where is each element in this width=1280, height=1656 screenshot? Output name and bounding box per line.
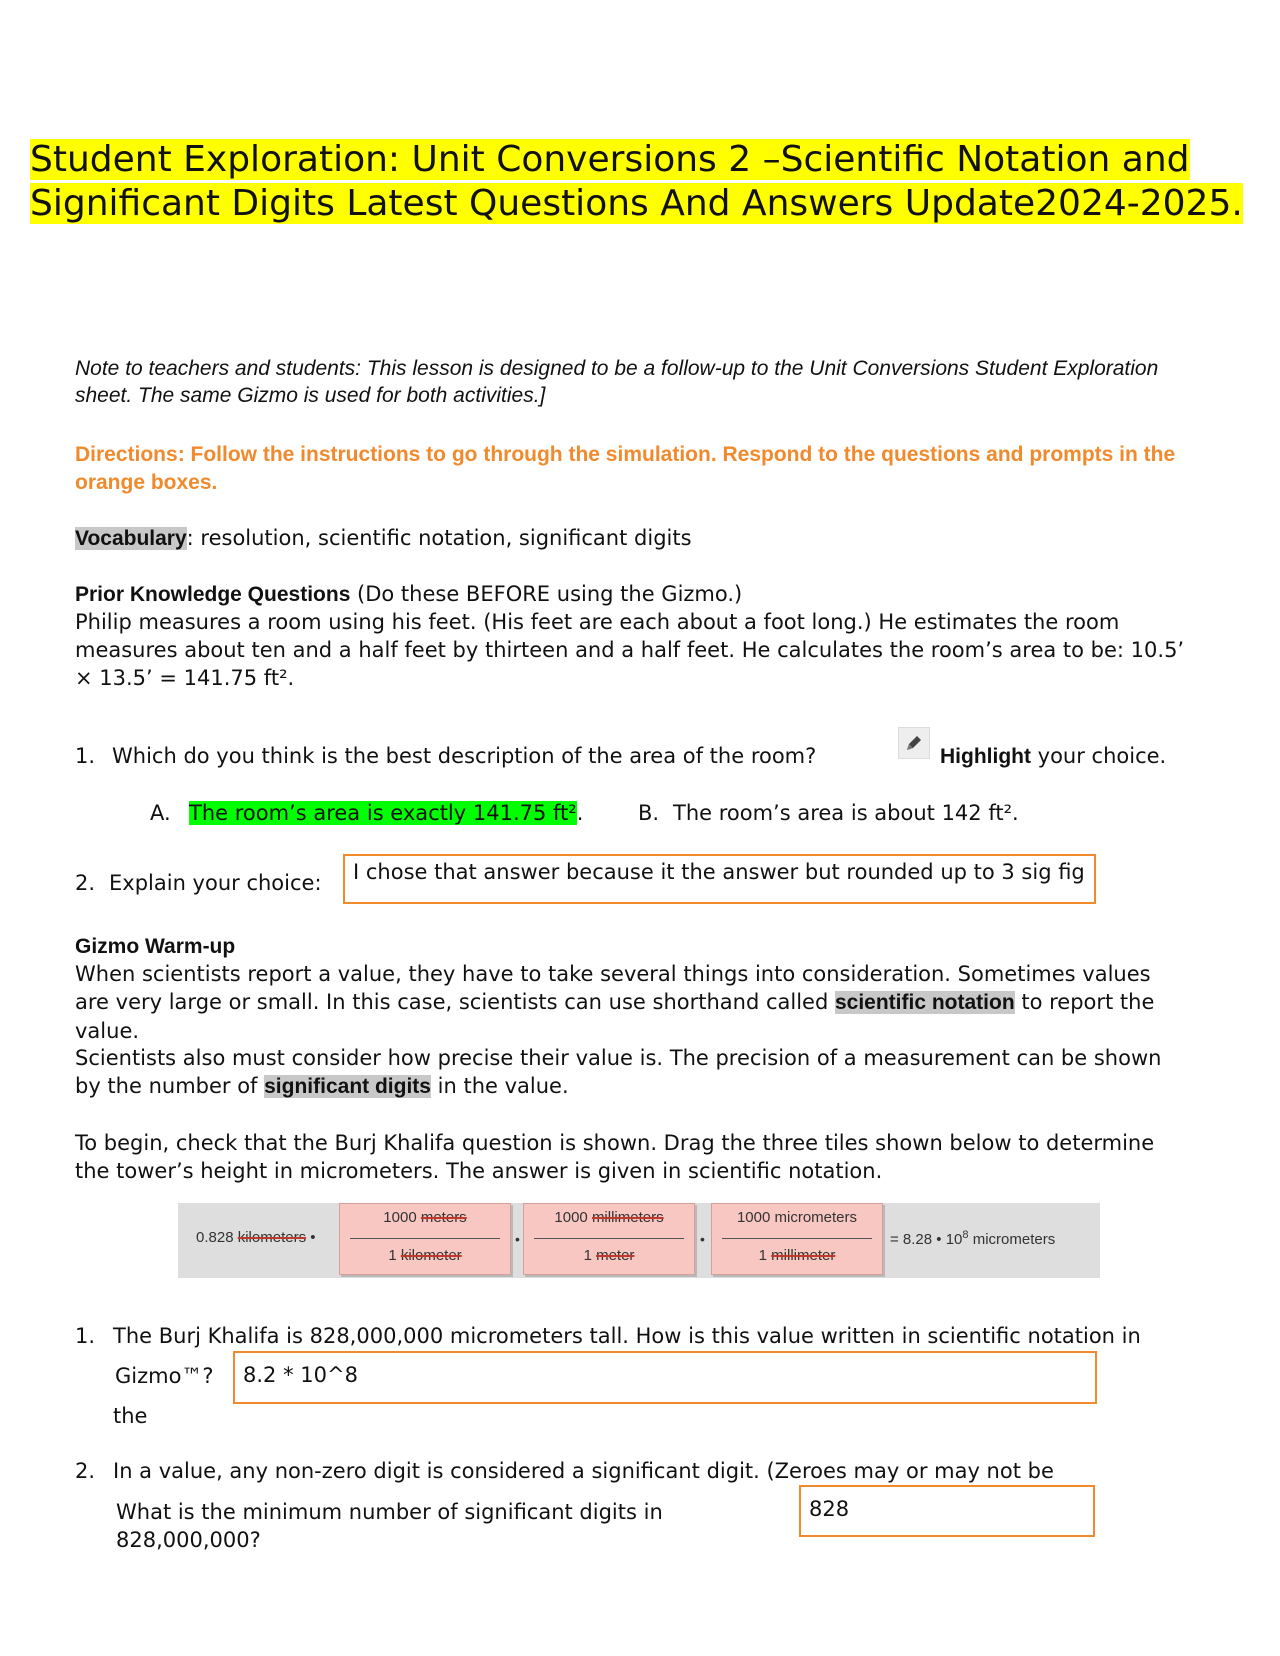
conversion-result xyxy=(890,1229,1055,1248)
q1-trailing: the xyxy=(113,1404,148,1428)
tile-1-num-unit: meters xyxy=(420,1209,467,1226)
tile-2-numerator xyxy=(524,1209,694,1226)
warmup-heading xyxy=(75,932,235,961)
q2-answer-box[interactable]: 828 xyxy=(799,1485,1095,1537)
start-unit: kilometers xyxy=(237,1229,307,1246)
tile-1-numerator xyxy=(340,1209,510,1226)
conversion-tile-2[interactable] xyxy=(523,1203,695,1275)
warmup-p1-after: to report the value. xyxy=(75,990,1155,1043)
tile-3-numerator xyxy=(712,1209,882,1226)
tile-3-den-value: 1 xyxy=(758,1247,767,1264)
explain-answer-box[interactable]: I chose that answer because it the answer but rounded up to 3 sig fig xyxy=(343,854,1096,904)
tile-3-den-unit: millimeter xyxy=(771,1247,836,1264)
highlighter-button[interactable] xyxy=(898,727,930,759)
directions: Directions: Follow the instructions to go through the simulation. Respond to the questions and prompts in the orange boxes. xyxy=(75,443,1176,494)
tile-1-den-value: 1 xyxy=(388,1247,397,1264)
warmup-p2-before: Scientists also must consider how precise their value is. The precision of a measurement can be shown by the number of xyxy=(75,1046,1162,1098)
tile-2-den-unit: meter xyxy=(596,1247,635,1264)
teacher-note: Note to teachers and students: This lesson is designed to be a follow-up to the Unit Conversions Student Exploration sheet. The same Gizmo is used for both activities.] xyxy=(75,357,1159,407)
tile-3-num-value: 1000 xyxy=(736,1209,771,1226)
q2-label: What is the minimum number of significant digits in 828,000,000? xyxy=(116,1500,663,1552)
result-prefix: = 8.28 • 10 xyxy=(890,1231,963,1248)
tile-2-num-value: 1000 xyxy=(554,1209,588,1226)
vocabulary-terms: : resolution, scientific notation, significant digits xyxy=(186,526,692,550)
conversion-strip xyxy=(178,1203,1100,1278)
result-unit: micrometers xyxy=(972,1231,1056,1248)
pk-q1-text: Which do you think is the best description of the area of the room? xyxy=(112,744,817,768)
start-value: 0.828 xyxy=(196,1229,234,1246)
prior-knowledge-note: (Do these BEFORE using the Gizmo.) xyxy=(350,582,743,606)
warmup-paragraph-3: To begin, check that the Burj Khalifa question is shown. Drag the three tiles shown below to determine the tower’s height in micrometers. The answer is given in scientific notation. xyxy=(75,1131,1155,1183)
q1-answer-box[interactable]: 8.2 * 10^8 xyxy=(233,1351,1097,1404)
page-title xyxy=(30,138,1255,226)
option-a-after: . xyxy=(576,801,584,825)
warmup-title: Gizmo Warm-up xyxy=(75,935,236,958)
option-a-text: The room’s area is exactly 141.75 ft² xyxy=(189,801,577,825)
highlight-word: Highlight xyxy=(940,745,1031,768)
pk-q1-suffix: your choice. xyxy=(1030,744,1167,768)
pk-q1-number: 1. xyxy=(75,744,96,768)
prior-knowledge-heading xyxy=(75,580,1185,609)
q2-number: 2. xyxy=(75,1459,96,1483)
start-dot: • xyxy=(310,1229,316,1246)
vocabulary-line xyxy=(75,524,1185,553)
q1-number: 1. xyxy=(75,1324,96,1348)
warmup-paragraph-1 xyxy=(75,960,1190,1045)
tile-3-num-unit: micrometers xyxy=(774,1209,858,1226)
tile-2-num-unit: millimeters xyxy=(591,1209,664,1226)
tile-3-fraction-bar xyxy=(722,1238,872,1239)
title-text: Student Exploration: Unit Conversions 2 –Scientific Notation and Significant Digits Latest Questions And Answers Update2024-2025. xyxy=(30,139,1243,224)
pk-q2-number: 2. xyxy=(75,871,96,895)
conversion-tile-3[interactable] xyxy=(711,1203,883,1275)
start-quantity xyxy=(196,1229,316,1246)
result-exponent: 8 xyxy=(962,1229,969,1241)
option-b[interactable]: The room’s area is about 142 ft². xyxy=(673,801,1019,825)
pk-q1-instruction xyxy=(940,742,1166,771)
term-scientific-notation: scientific notation xyxy=(834,991,1015,1014)
tile-1-num-value: 1000 xyxy=(383,1209,417,1226)
option-b-label: B. xyxy=(638,801,660,825)
vocabulary-label: Vocabulary xyxy=(75,527,187,550)
option-a[interactable] xyxy=(189,799,583,827)
dot-2: • xyxy=(700,1231,705,1247)
pencil-icon xyxy=(903,732,925,754)
warmup-p2-after: in the value. xyxy=(430,1074,569,1098)
pk-q2-text: Explain your choice: xyxy=(109,871,322,895)
option-a-label: A. xyxy=(150,801,171,825)
q2-text: In a value, any non-zero digit is considered a significant digit. (Zeroes may or may not be xyxy=(113,1459,1054,1483)
conversion-tile-1[interactable] xyxy=(339,1203,511,1275)
prior-knowledge-paragraph: Philip measures a room using his feet. (His feet are each about a foot long.) He estimates the room measures about ten and a half feet by thirteen and a half feet. He calculates the room’s area to be: 10.5’ × 13.5’ = 141.75 ft². xyxy=(75,610,1185,690)
warmup-paragraph-2 xyxy=(75,1044,1190,1101)
prior-knowledge-title: Prior Knowledge Questions xyxy=(75,583,351,606)
tile-2-fraction-bar xyxy=(534,1238,684,1239)
tile-2-den-value: 1 xyxy=(583,1247,592,1264)
q1-text: The Burj Khalifa is 828,000,000 micrometers tall. How is this value written in scientific notation in xyxy=(113,1324,1141,1348)
q1-label: Gizmo™? xyxy=(115,1364,214,1388)
tile-2-denominator xyxy=(524,1247,694,1264)
dot-1: • xyxy=(515,1231,520,1247)
tile-3-denominator xyxy=(712,1247,882,1264)
tile-1-fraction-bar xyxy=(350,1238,500,1239)
tile-1-denominator xyxy=(340,1247,510,1264)
term-significant-digits: significant digits xyxy=(264,1075,431,1098)
tile-1-den-unit: kilometer xyxy=(400,1247,462,1264)
warmup-p1-before: When scientists report a value, they have to take several things into consideration. Sometimes values are very large or small. In this case, scientists can use shorthand called xyxy=(75,962,1151,1014)
